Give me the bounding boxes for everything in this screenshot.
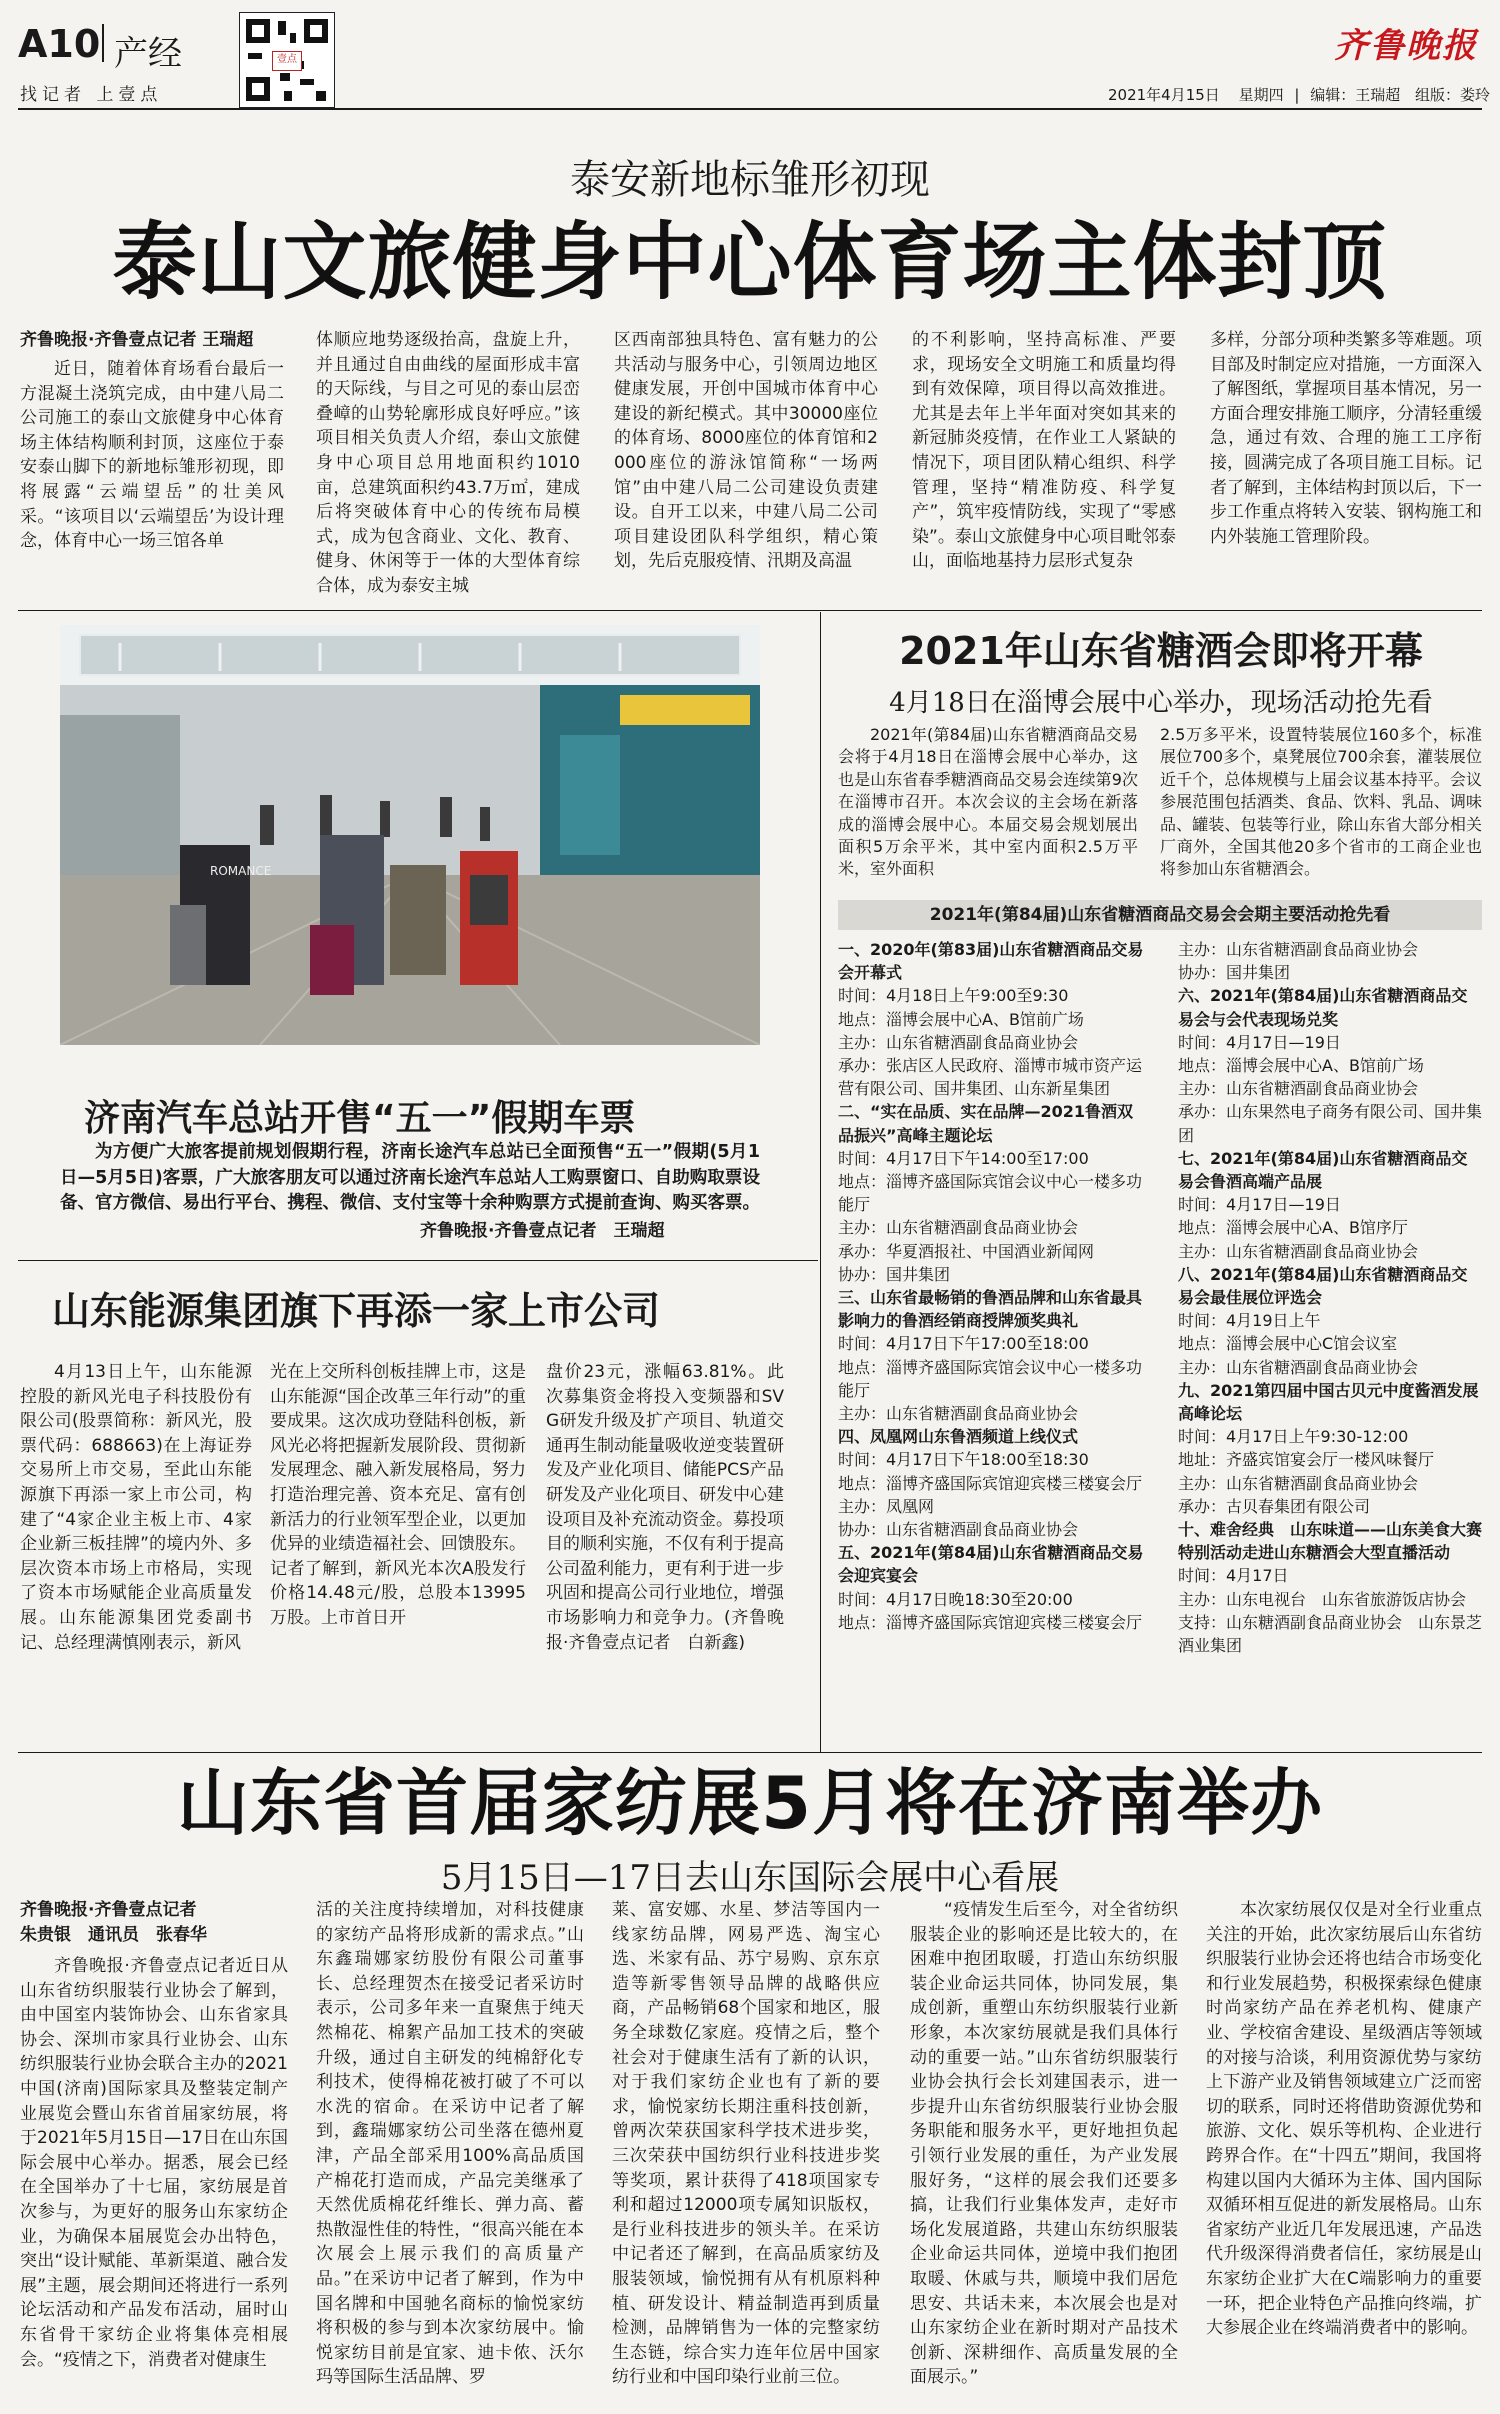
schedule-item-title: 六、2021年(第84届)山东省糖酒商品交易会与会代表现场兑奖 (1178, 986, 1468, 1029)
schedule-item-line: 主办：山东省糖酒副食品商业协会 (1178, 1357, 1419, 1377)
schedule-item-title: 十、难舍经典 山东味道——山东美食大赛特别活动走进山东糖酒会大型直播活动 (1178, 1520, 1483, 1563)
schedule-item-line: 主办：山东省糖酒副食品商业协会 (838, 1404, 1079, 1424)
story2-column-1 (838, 724, 1138, 881)
story1-column-1 (20, 328, 284, 554)
page-number: A10 (18, 22, 101, 66)
schedule-item-title: 八、2021年(第84届)山东省糖酒商品交易会最佳展位评选会 (1178, 1264, 1468, 1308)
story1-bottom-rule (18, 610, 1482, 611)
story1-column-5 (1210, 328, 1482, 549)
story1-title: 泰山文旅健身中心体育场主体封顶 (112, 213, 1388, 311)
newspaper-logo: 齐鲁晚报 (1334, 26, 1478, 66)
story2-subtitle: 4月18日在淄博会展中心举办，现场活动抢先看 (889, 688, 1433, 718)
schedule-item-line: 主办：山东省糖酒副食品商业协会 (1178, 940, 1419, 959)
story1-text-3: 区西南部独具特色、富有魅力的公共活动与服务中心，引领周边地区健康发展，开创中国城市体育中心建设的新纪模式。其中30000座位的体育场、8000座位的体育馆和2000座位的游泳馆简称“一场两馆”由中建八局二公司建设负责建设。自开工以来，中建八局二公司项目建设团队科学组织，精心策划，先后克服疫情、汛期及高温 (614, 330, 878, 572)
weekday-text: 星期四 (1238, 86, 1284, 104)
header-divider (102, 24, 104, 62)
story4-column-2 (316, 1898, 584, 2390)
schedule-item-line: 地点：淄博会展中心C馆会议室 (1178, 1334, 1398, 1354)
schedule-item-line: 时间：4月18日上午9:00至9:30 (838, 986, 1069, 1006)
schedule-item-title: 四、凤凰网山东鲁酒频道上线仪式 (838, 1427, 1079, 1447)
schedule-item-line: 地点：淄博齐盛国际宾馆会议中心一楼多功能厅 (838, 1172, 1143, 1215)
story4-column-5 (1206, 1898, 1482, 2341)
schedule-item (1178, 984, 1482, 1146)
story1-column-4 (912, 328, 1176, 574)
schedule-item-line: 时间：4月17日下午18:00至18:30 (838, 1450, 1089, 1470)
story4-text-5: 本次家纺展仅仅是对全行业重点关注的开始，此次家纺展后山东省纺织服装行业协会还将也结合市场变化和行业发展趋势，积极探索绿色健康时尚家纺产品在养老机构、健康产业、学校宿舍建设、星级酒店等领域的对接与洽谈，利用资源优势与家纺上下游产业及销售领域建立广泛而密切的联系，同时还将借助资源优势和旅游、文化、娱乐等机构、企业进行跨界合作。在“十四五”期间，我国将构建以国内大循环为主体、国内国际双循环相互促进的新发展格局。山东省家纺产业近几年发展迅速，产品迭代升级深得消费者信任，家纺展是山东家纺企业扩大在C端影响力的重要一环，把企业特色产品推向终端，扩大参展企业在终端消费者中的影响。 (1206, 1900, 1482, 2339)
story3-column-2 (270, 1360, 526, 1631)
issue-date: 2021年4月15日 星期四 | 编辑：王瑞超 组版：娄玲 (1108, 86, 1491, 104)
qr-label: 壹点 (272, 51, 302, 71)
story1-text-2: 体顺应地势逐级抬高，盘旋上升，并且通过自由曲线的屋面形成丰富的天际线，与目之可见的泰山层峦叠嶂的山势轮廓形成良好呼应。”该项目相关负责人介绍，泰山文旅健身中心项目总用地面积约1010亩，总建筑面积约43.7万㎡，建成后将突破体育中心的传统布局模式，成为包含商业、文化、教育、健身、休闲等于一体的大型体育综合体，成为泰安主城 (316, 330, 580, 596)
story1-column-3 (614, 328, 878, 574)
schedule-item-line: 地点：淄博会展中心A、B馆序厅 (1178, 1218, 1408, 1238)
schedule-item (838, 1541, 1148, 1634)
schedule-item-line: 承办：张店区人民政府、淄博市城市资产运营有限公司、国井集团、山东新星集团 (838, 1056, 1143, 1099)
story2-left-rule (820, 612, 821, 1752)
layout-text: 组版：娄玲 (1415, 86, 1491, 104)
story3-title: 山东能源集团旗下再添一家上市公司 (52, 1289, 661, 1333)
schedule-item-line: 承办：古贝春集团有限公司 (1178, 1496, 1371, 1516)
schedule-item-line: 地点：淄博齐盛国际宾馆会议中心一楼多功能厅 (838, 1357, 1143, 1400)
schedule-item (838, 1100, 1148, 1286)
story1-byline: 齐鲁晚报·齐鲁壹点记者 王瑞超 (20, 330, 254, 350)
qr-code[interactable] (239, 12, 335, 108)
schedule-item-line: 时间：4月17日—19日 (1178, 1032, 1341, 1052)
story4-text-2: 活的关注度持续增加，对科技健康的家纺产品将形成新的需求点。”山东鑫瑞娜家纺股份有限公司董事长、总经理贺杰在接受记者采访时表示，公司多年来一直聚焦于纯天然棉花、棉絮产品加工技术的突破升级，通过自主研发的纯棉舒化专利技术，使得棉花被打破了不可以水洗的宿命。在采访中记者了解到，鑫瑞娜家纺公司坐落在德州夏津，产品全部采用100%高品质国产棉花打造而成，产品完美继承了天然优质棉花纤维长、弹力高、蓄热散湿性佳的特性，“很高兴能在本次展会上展示我们的高质量产品。”在采访中记者了解到，作为中国名牌和中国驰名商标的愉悦家纺将积极的参与到本次家纺展中。愉悦家纺目前是宜家、迪卡侬、沃尔玛等国际生活品牌、罗 (316, 1900, 584, 2388)
schedule-item-line: 协办：国井集团 (1178, 963, 1291, 983)
schedule-item (1178, 1147, 1482, 1263)
schedule-item-line: 主办：山东省糖酒副食品商业协会 (1178, 1079, 1419, 1099)
section-name: 产经 (114, 34, 182, 74)
middle-rule (18, 1752, 1482, 1753)
schedule-item-line: 时间：4月17日上午9:30-12:00 (1178, 1427, 1409, 1447)
shirt-text: ROMANCE (210, 864, 272, 878)
story1-kicker: 泰安新地标雏形初现 (570, 157, 930, 203)
schedule-left (838, 938, 1148, 1634)
story4-text-3: 莱、富安娜、水星、梦洁等国内一线家纺品牌，网易严选、淘宝心选、米家有品、苏宁易购、京东京造等新零售领导品牌的战略供应商，产品畅销68个国家和地区，服务全球数亿家庭。疫情之后，整个社会对于健康生活有了新的认识，对于我们家纺企业也有了新的要求，愉悦家纺长期注重科技创新，曾两次荣获国家科学技术进步奖，三次荣获中国纺织行业科技进步奖等奖项，累计获得了418项国家专利和超过12000项专属知识版权，是行业科技进步的领头羊。在采访中记者还了解到，在高品质家纺及服装领域，愉悦拥有从有机原料种植、研发设计、精益制造再到质量检测，品牌销售为一体的完整家纺生态链，综合实力连年位居中国家纺行业和中国印染行业前三位。 (612, 1900, 880, 2388)
story4-column-3 (612, 1898, 880, 2390)
schedule-item-line: 协办：国井集团 (838, 1264, 951, 1284)
schedule-item (838, 1425, 1148, 1541)
photo-story-byline: 齐鲁晚报·齐鲁壹点记者 王瑞超 (420, 1221, 665, 1241)
schedule-item-line: 主办：山东省糖酒副食品商业协会 (838, 1218, 1079, 1238)
schedule-item-line: 时间：4月19日上午 (1178, 1311, 1321, 1331)
story4-subtitle: 5月15日—17日去山东国际会展中心看展 (440, 1858, 1060, 1898)
schedule-item-title: 三、山东省最畅销的鲁酒品牌和山东省最具影响力的鲁酒经销商授牌颁奖典礼 (838, 1288, 1143, 1331)
schedule-item-line: 承办：华夏酒报社、中国酒业新闻网 (838, 1241, 1095, 1261)
story3-text-2: 光在上交所科创板挂牌上市，这是山东能源“国企改革三年行动”的重要成果。这次成功登陆科创板，新风光必将把握新发展阶段、贯彻新发展理念、融入新发展格局，努力打造治理完善、资本充足、富有创新活力的行业领军型企业，以更加优异的业绩造福社会、回馈股东。记者了解到，新风光本次A股发行价格14.48元/股，总股本13995万股。上市首日开 (270, 1362, 526, 1628)
story1-text-5: 多样，分部分项种类繁多等难题。项目部及时制定应对措施，一方面深入了解图纸，掌握项目基本情况，另一方面合理安排施工顺序，分清轻重缓急，通过有效、合理的施工工序衔接，圆满完成了各项目施工目标。记者了解到，主体结构封顶以后，下一步工作重点将转入安装、钢构施工和内外装施工管理阶段。 (1210, 330, 1482, 547)
schedule-item-title: 五、2021年(第84届)山东省糖酒商品交易会迎宾宴会 (838, 1543, 1144, 1586)
photo-story-body: 为方便广大旅客提前规划假期行程，济南长途汽车总站已全面预售“五一”假期(5月1日—5月5日)客票，广大旅客朋友可以通过济南长途汽车总站人工购票窗口、自助购取票设备、官方微信、易出行平台、携程、微信、支付宝等十余种购票方式提前查询、购买客票。 (60, 1142, 760, 1213)
story3-text-3: 盘价23元，涨幅63.81%。此次募集资金将投入变频器和SVG研发升级及扩产项目、轨道交通再生制动能量吸收逆变装置研发及产业化项目、储能PCS产品研发及产业化项目、研发中心建设项目及补充流动资金。募投项目的顺利实施，不仅有利于提高公司盈利能力，更有利于进一步巩固和提高公司行业地位，增强市场影响力和竞争力。(齐鲁晚报·齐鲁壹点记者 白新鑫) (546, 1362, 784, 1653)
editor-text: 编辑：王瑞超 (1310, 86, 1401, 104)
schedule-item-line: 地址：齐盛宾馆宴会厅一楼风味餐厅 (1178, 1450, 1435, 1470)
schedule-item-title: 九、2021第四届中国古贝元中度酱酒发展高峰论坛 (1178, 1380, 1479, 1424)
station-scene-illustration (60, 625, 760, 1045)
schedule-item-title: 一、2020年(第83届)山东省糖酒商品交易会开幕式 (838, 940, 1144, 983)
story2-text-1: 2021年(第84届)山东省糖酒商品交易会将于4月18日在淄博会展中心举办，这也是山东省春季糖酒商品交易会连续第9次在淄博市召开。本次会议的主会场在新落成的淄博会展中心。本届交易会规划展出面积5万余平米，其中室内面积2.5万平米，室外面积 (838, 725, 1138, 879)
slogan: 找记者 上壹点 (20, 85, 163, 105)
story1-text-4: 的不利影响，坚持高标准、严要求，现场安全文明施工和质量均得到有效保障，项目得以高效推进。尤其是去年上半年面对突如其来的新冠肺炎疫情，在作业工人紧缺的情况下，项目团队精心组织、科学管理，坚持“精准防疫、科学复产”，筑牢疫情防线，实现了“零感染”。泰山文旅健身中心项目毗邻泰山，面临地基持力层形式复杂 (912, 330, 1176, 572)
schedule-item-line: 主办：凤凰网 (838, 1496, 935, 1516)
story3-column-3 (546, 1360, 784, 1655)
schedule-item (1178, 1379, 1482, 1518)
story4-column-1 (20, 1898, 288, 2372)
story4-title: 山东省首届家纺展5月将在济南举办 (176, 1761, 1324, 1845)
schedule-item-line: 地点：淄博会展中心A、B馆前广场 (1178, 1056, 1424, 1076)
schedule-item-line: 地点：淄博齐盛国际宾馆迎宾楼三楼宴会厅 (838, 1612, 1143, 1632)
schedule-right (1178, 938, 1482, 1657)
bus-station-photo (60, 625, 760, 1045)
schedule-item-line: 支持：山东糖酒副食品商业协会 山东景芝酒业集团 (1178, 1612, 1483, 1656)
story4-column-4 (910, 1898, 1178, 2390)
photo-story-rule (18, 1260, 818, 1261)
story1-text-1: 近日，随着体育场看台最后一方混凝土浇筑完成，由中建八局二公司施工的泰山文旅健身中心体育场主体结构顺利封顶，这座位于泰安泰山脚下的新地标雏形初现，即将展露“云端望岳”的壮美风采。“该项目以‘云端望岳’为设计理念，体育中心一场三馆各单 (20, 359, 284, 552)
story2-column-2 (1160, 724, 1482, 881)
schedule-item-title: 二、“实在品质、实在品牌—2021鲁酒双品振兴”高峰主题论坛 (838, 1102, 1134, 1145)
header-rule (18, 108, 1482, 110)
schedule-item (838, 1286, 1148, 1425)
story3-column-1 (20, 1360, 252, 1655)
schedule-item-line: 主办：山东省糖酒副食品商业协会 (1178, 1241, 1419, 1261)
schedule-item (838, 938, 1148, 1100)
date-text: 2021年4月15日 (1108, 86, 1220, 104)
schedule-box-title: 2021年(第84届)山东省糖酒商品交易会会期主要活动抢先看 (838, 900, 1482, 930)
schedule-item-line: 地点：淄博会展中心A、B馆前广场 (838, 1009, 1084, 1029)
schedule-item-line: 时间：4月17日晚18:30至20:00 (838, 1589, 1073, 1609)
story2-text-2: 2.5万多平米，设置特装展位160多个，标准展位700多个，桌凳展位700余套，灌装展位近千个，总体规模与上届会议基本持平。会议参展范围包括酒类、食品、饮料、乳品、调味品、罐装、包装等行业，除山东省大部分相关厂商外，全国其他20多个省市的工商企业也将参加山东省糖酒会。 (1160, 725, 1482, 879)
schedule-item (1178, 938, 1482, 984)
schedule-item-line: 时间：4月17日—19日 (1178, 1195, 1341, 1215)
schedule-item-line: 时间：4月17日下午17:00至18:00 (838, 1334, 1089, 1354)
schedule-item-line: 协办：山东省糖酒副食品商业协会 (838, 1520, 1079, 1540)
story3-text-1: 4月13日上午，山东能源控股的新风光电子科技股份有限公司(股票简称：新风光，股票代码：688663)在上海证券交易所上市交易，至此山东能源旗下再添一家上市公司，构建了“4家企业主板上市、4家企业新三板挂牌”的境内外、多层次资本市场上市格局，实现了资本市场赋能企业高质量发展。山东能源集团党委副书记、总经理满慎刚表示，新风 (20, 1362, 252, 1653)
schedule-item-title: 七、2021年(第84届)山东省糖酒商品交易会鲁酒高端产品展 (1178, 1148, 1468, 1192)
story4-byline: 齐鲁晚报·齐鲁壹点记者 朱贵银 通讯员 张春华 (20, 1900, 207, 1945)
schedule-item-line: 地点：淄博齐盛国际宾馆迎宾楼三楼宴会厅 (838, 1473, 1143, 1493)
schedule-item (1178, 1518, 1482, 1657)
story4-text-1: 齐鲁晚报·齐鲁壹点记者近日从山东省纺织服装行业协会了解到，由中国室内装饰协会、山东省家具协会、深圳市家具行业协会、山东纺织服装行业协会联合主办的2021中国(济南)国际家具及整装定制产业展览会暨山东省首届家纺展，将于2021年5月15日—17日在山东国际会展中心举办。据悉，展会已经在全国举办了十七届，家纺展是首次参与，为更好的服务山东家纺企业，为确保本届展览会办出特色，突出“设计赋能、革新渠道、融合发展”主题，展会期间还将进行一系列论坛活动和产品发布活动，届时山东省骨干家纺企业将集体亮相展会。“疫情之下，消费者对健康生 (20, 1956, 288, 2370)
schedule-item-line: 时间：4月17日 (1178, 1566, 1289, 1586)
schedule-item-line: 主办：山东省糖酒副食品商业协会 (838, 1032, 1079, 1052)
story1-column-2 (316, 328, 580, 599)
schedule-item-line: 承办：山东果然电子商务有限公司、国井集团 (1178, 1102, 1483, 1145)
schedule-item-line: 时间：4月17日下午14:00至17:00 (838, 1148, 1089, 1168)
schedule-item (1178, 1263, 1482, 1379)
story2-title: 2021年山东省糖酒会即将开幕 (899, 629, 1423, 673)
schedule-item-line: 主办：山东省糖酒副食品商业协会 (1178, 1473, 1419, 1493)
photo-story-text (60, 1140, 760, 1217)
story4-text-4: “疫情发生后至今，对全省纺织服装企业的影响还是比较大的，在困难中抱团取暖，打造山东纺织服装企业命运共同体，协同发展，集成创新，重塑山东纺织服装行业新形象，本次家纺展就是我们具体行动的重要一站。”山东省纺织服装行业协会执行会长刘建国表示，进一步提升山东省纺织服装行业协会服务职能和服务水平，更好地担负起引领行业发展的重任，为产业发展服好务，“这样的展会我们还要多搞，让我们行业集体发声，走好市场化发展道路，共建山东纺织服装企业命运共同体，逆境中我们抱团取暖、休戚与共，顺境中我们居危思安、共话未来，本次展会也是对山东家纺企业在新时期对产品技术创新、深耕细作、高质量发展的全面展示。” (910, 1900, 1178, 2388)
photo-story-title: 济南汽车总站开售“五一”假期车票 (84, 1098, 636, 1139)
schedule-item-line: 主办：山东电视台 山东省旅游饭店协会 (1178, 1589, 1467, 1609)
